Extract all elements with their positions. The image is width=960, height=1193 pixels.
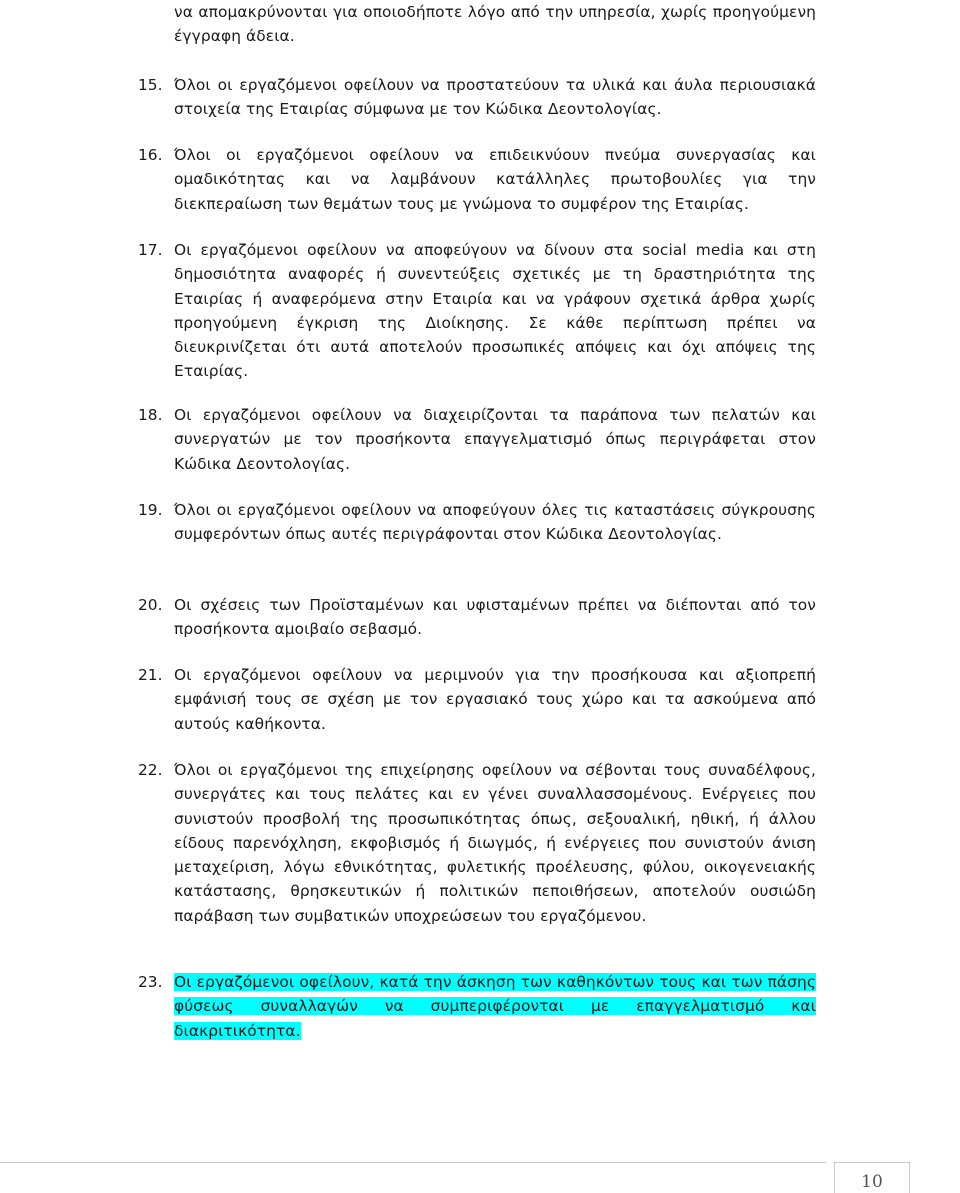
item-text: Όλοι οι εργαζόμενοι οφείλουν να προστατεύουν τα υλικά και άυλα περιουσιακά στοιχεία της Εταιρίας σύμφωνα με τον Κώδικα Δεοντολογίας. bbox=[174, 76, 816, 119]
text-highlight: Οι εργαζόμενοι οφείλουν, κατά την άσκηση των καθηκόντων τους και των πάσης φύσεως συναλλαγών να συμπεριφέρονται με επαγγελματισμό και διακριτικότητα. bbox=[174, 973, 816, 1040]
footer-divider bbox=[0, 1162, 826, 1163]
item-number: 21. bbox=[138, 666, 163, 684]
item-text: Οι εργαζόμενοι οφείλουν να αποφεύγουν να δίνουν στα social media και στη δημοσιότητα αναφορές ή συνεντεύξεις σχετικές με τη δραστηριότητα της Εταιρίας ή αναφερόμενα στην Εταιρία και να γράφουν σχετικά άρθρα χωρίς προηγούμενη έγκριση της Διοίκησης. Σε κάθε περίπτωση πρέπει να διευκρινίζεται ότι αυτά αποτελούν προσωπικές απόψεις και όχι απόψεις της Εταιρίας. bbox=[174, 241, 816, 381]
list-item-16 bbox=[138, 143, 816, 216]
list-item-17 bbox=[138, 238, 816, 384]
item-text: Οι εργαζόμενοι οφείλουν να διαχειρίζονται τα παράπονα των πελατών και συνεργατών με τον προσήκοντα επαγγελματισμό όπως περιγράφεται στον Κώδικα Δεοντολογίας. bbox=[174, 406, 816, 473]
list-item-15 bbox=[138, 73, 816, 122]
list-item-20 bbox=[138, 593, 816, 642]
item-text: Οι εργαζόμενοι οφείλουν να μεριμνούν για την προσήκουσα και αξιοπρεπή εμφάνισή τους σε σχέση με τον εργασιακό τους χώρο και τα ασκούμενα από αυτούς καθήκοντα. bbox=[174, 666, 816, 733]
list-item-19 bbox=[138, 498, 816, 571]
item-text: Όλοι οι εργαζόμενοι της επιχείρησης οφείλουν να σέβονται τους συναδέλφους, συνεργάτες και τους πελάτες και εν γένει συναλλασσομένους. Ενέργειες που συνιστούν προσβολή της προσωπικότητας όπως, σεξουαλική, ηθική, ή άλλου είδους παρενόχληση, εκφοβισμός ή διωγμός, ή ενέργειες που συνιστούν άνιση μεταχείριση, λόγω εθνικότητας, φυλετικής προέλευσης, φύλου, οικογενειακής κατάστασης, θρησκευτικών ή πολιτικών πεποιθήσεων, αποτελούν ουσιώδη παράβαση των συμβατικών υποχρεώσεων του εργαζόμενου. bbox=[174, 761, 816, 925]
page-number-box bbox=[834, 1162, 910, 1193]
list-item-18 bbox=[138, 403, 816, 476]
list-item-21 bbox=[138, 663, 816, 736]
continuation-paragraph: να απομακρύνονται για οποιοδήποτε λόγο από την υπηρεσία, χωρίς προηγούμενη έγγραφη άδεια. bbox=[174, 3, 816, 46]
list-item-22 bbox=[138, 758, 816, 953]
page-number: 10 bbox=[861, 1172, 883, 1192]
item-number: 16. bbox=[138, 146, 163, 164]
item-number: 20. bbox=[138, 596, 163, 614]
item-text: Οι σχέσεις των Προϊσταμένων και υφισταμένων πρέπει να διέπονται από τον προσήκοντα αμοιβαίο σεβασμό. bbox=[174, 596, 816, 639]
item-number: 22. bbox=[138, 761, 163, 779]
item-text: Όλοι οι εργαζόμενοι οφείλουν να επιδεικνύουν πνεύμα συνεργασίας και ομαδικότητας και να λαμβάνουν κατάλληλες πρωτοβουλίες για την διεκπεραίωση των θεμάτων τους με γνώμονα το συμφέρον της Εταιρίας. bbox=[174, 146, 816, 213]
list-item-23 bbox=[138, 970, 816, 1043]
item-number: 18. bbox=[138, 406, 163, 424]
item-text: Όλοι οι εργαζόμενοι οφείλουν να αποφεύγουν όλες τις καταστάσεις σύγκρουσης συμφερόντων όπως αυτές περιγράφονται στον Κώδικα Δεοντολογίας. bbox=[174, 501, 816, 544]
item-text-highlighted bbox=[174, 970, 816, 1043]
item-number: 17. bbox=[138, 241, 163, 259]
item-number: 19. bbox=[138, 501, 163, 519]
item-number: 15. bbox=[138, 76, 163, 94]
item-number: 23. bbox=[138, 973, 163, 991]
